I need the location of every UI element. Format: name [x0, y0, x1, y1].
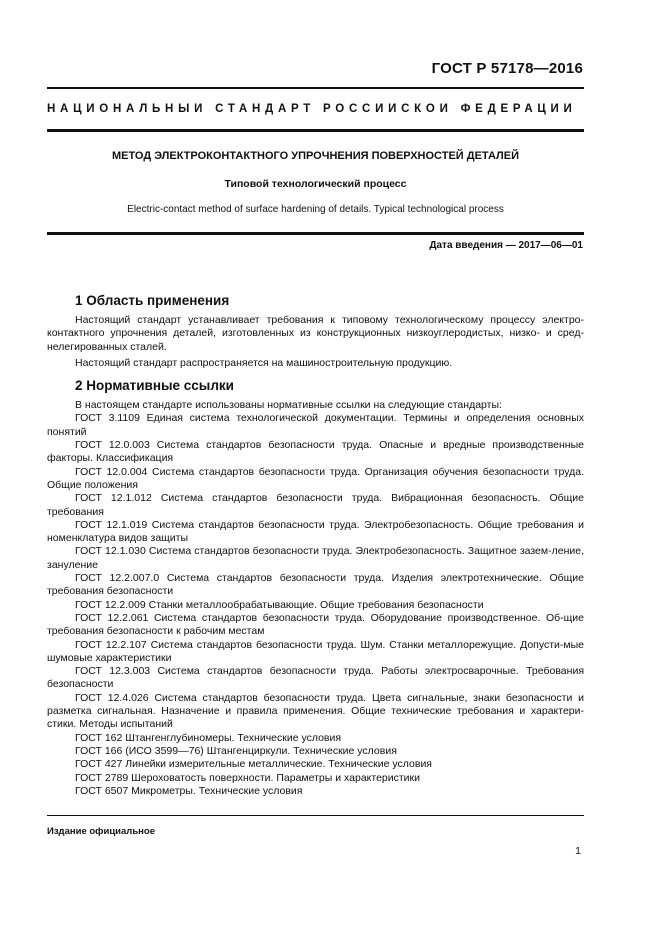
reference-item: ГОСТ 12.4.026 Система стандартов безопасности труда. Цвета сигнальные, знаки безопасности и разметка сигнальная. Назначение и правила применения. Общие технические требования и характери-стики. Методы испытаний	[47, 691, 584, 731]
reference-item: ГОСТ 12.3.003 Система стандартов безопасности труда. Работы электросварочные. Требования безопасности	[47, 665, 584, 691]
page-number: 1	[575, 845, 581, 857]
reference-item: ГОСТ 162 Штангенглубиномеры. Технические условия	[75, 731, 342, 744]
reference-item: ГОСТ 12.2.061 Система стандартов безопасности труда. Оборудование производственное. Об-щие требования безопасности к рабочим местам	[47, 611, 584, 638]
english-title: Electric-contact method of surface hardening of details. Typical technological process	[127, 204, 504, 215]
standard-number: ГОСТ Р 57178—2016	[431, 60, 583, 77]
reference-item: ГОСТ 427 Линейки измерительные металлические. Технические условия	[75, 758, 432, 771]
reference-item: ГОСТ 12.0.004 Система стандартов безопасности труда. Организация обучения безопасности труда. Общие положения	[47, 465, 584, 491]
effective-date: Дата введения — 2017—06—01	[429, 240, 583, 251]
reference-item: ГОСТ 12.0.003 Система стандартов безопасности труда. Опасные и вредные производственные факторы. Классификация	[47, 439, 584, 465]
document-body	[47, 293, 584, 798]
reference-item: ГОСТ 12.2.009 Станки металлообрабатывающие. Общие требования безопасности	[75, 598, 484, 611]
reference-item: ГОСТ 6507 Микрометры. Технические условия	[75, 784, 303, 797]
references-list	[47, 412, 584, 798]
reference-item: ГОСТ 12.1.012 Система стандартов безопасности труда. Вибрационная безопасность. Общие требования	[47, 492, 584, 518]
document-title: МЕТОД ЭЛЕКТРОКОНТАКТНОГО УПРОЧНЕНИЯ ПОВЕРХНОСТЕЙ ДЕТАЛЕЙ	[111, 150, 519, 162]
document-subtitle: Типовой технологический процесс	[224, 178, 407, 190]
title-rule-top	[47, 129, 584, 132]
reference-item: ГОСТ 3.1109 Единая система технологической документации. Термины и определения основных понятий	[47, 412, 584, 438]
top-rule	[47, 87, 584, 89]
official-edition-label: Издание официальное	[47, 826, 155, 837]
section-1-paragraph: Настоящий стандарт распространяется на машиностроительную продукцию.	[75, 356, 453, 369]
national-standard-line: НАЦИОНАЛЬНЫЙ СТАНДАРТ РОССИЙСКОЙ ФЕДЕРАЦИИ	[47, 103, 577, 115]
title-rule-bottom	[47, 232, 584, 235]
reference-item: ГОСТ 12.2.107 Система стандартов безопасности труда. Шум. Станки металлорежущие. Допусти-мые шумовые характеристики	[47, 638, 584, 664]
footer-rule	[47, 815, 584, 816]
reference-item: ГОСТ 12.2.007.0 Система стандартов безопасности труда. Изделия электротехнические. Общие требования безопасности	[47, 572, 584, 598]
reference-item: ГОСТ 12.1.030 Система стандартов безопасности труда. Электробезопасность. Защитное зазем-ление, зануление	[47, 545, 584, 571]
section-2-heading: 2 Нормативные ссылки	[75, 378, 234, 394]
section-2-intro: В настоящем стандарте использованы нормативные ссылки на следующие стандарты:	[75, 399, 502, 412]
reference-item: ГОСТ 166 (ИСО 3599—76) Штангенциркули. Технические условия	[75, 744, 397, 757]
section-1-heading: 1 Область применения	[75, 293, 230, 308]
section-1-paragraph: Настоящий стандарт устанавливает требования к типовому технологическому процессу электро-контактного упрочнения деталей, изготовленных из конструкционных низкоуглеродистых, низко- и сред-нелегированных сталей.	[47, 314, 584, 353]
reference-item: ГОСТ 2789 Шероховатость поверхности. Параметры и характеристики	[75, 771, 420, 784]
reference-item: ГОСТ 12.1.019 Система стандартов безопасности труда. Электробезопасность. Общие требования и номенклатура видов защиты	[47, 518, 584, 545]
